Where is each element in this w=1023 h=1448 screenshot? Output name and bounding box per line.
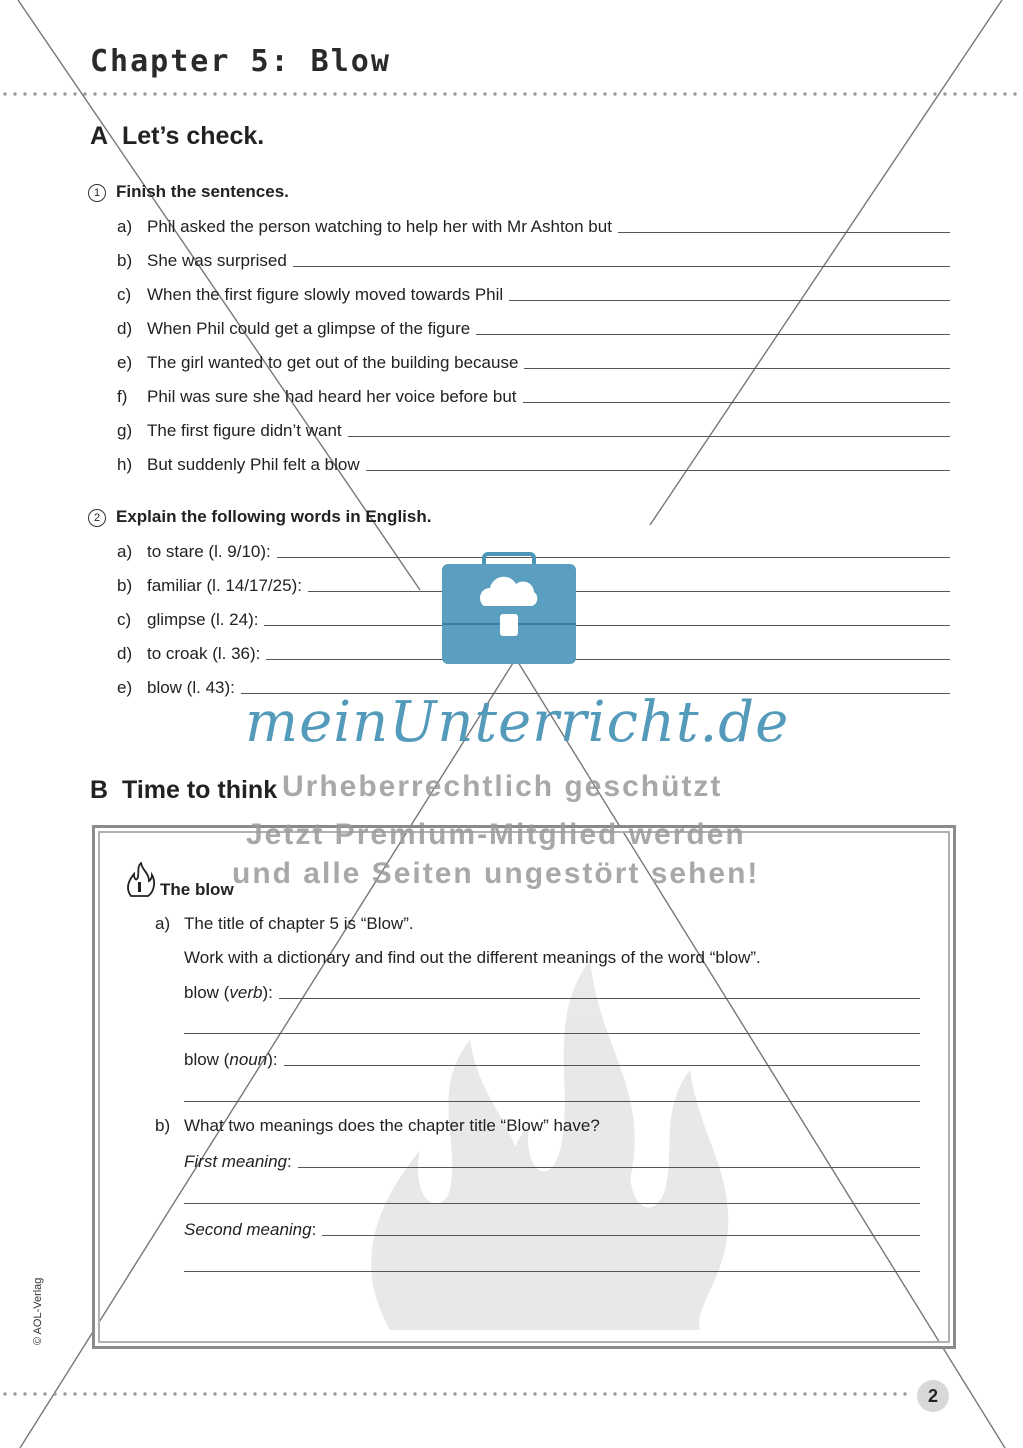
sentence-row-b[interactable] (117, 247, 950, 271)
word-label: b) (117, 576, 133, 595)
sentence-label: a) (117, 217, 133, 236)
word-label: e) (117, 678, 133, 697)
answer-line[interactable] (279, 998, 920, 999)
sentence-label: e) (117, 353, 133, 372)
verb-label (184, 983, 279, 1003)
task-1-number: 1 (88, 184, 106, 202)
task-1-title: Finish the sentences. (116, 182, 289, 201)
sentence-label: d) (117, 319, 133, 338)
answer-line[interactable] (277, 557, 950, 558)
section-a-heading (90, 122, 264, 151)
sentence-text: When the first figure slowly moved towards Phil (147, 285, 504, 304)
answer-line[interactable] (266, 659, 950, 660)
answer-line[interactable] (322, 1235, 920, 1236)
second-meaning-word: Second meaning (184, 1220, 312, 1239)
verb-answer-row[interactable] (184, 979, 920, 1003)
answer-line[interactable] (524, 368, 950, 369)
sentence-row-f[interactable] (117, 383, 950, 407)
sentence-text: Phil asked the person watching to help her with Mr Ashton but (147, 217, 612, 236)
word-label: d) (117, 644, 133, 663)
watermark-unlock-line: und alle Seiten ungestört sehen! (232, 857, 760, 890)
word-text: familiar (l. 14/17/25): (147, 576, 302, 595)
sentence-row-e[interactable] (117, 349, 950, 373)
sentence-row-g[interactable] (117, 417, 950, 441)
section-a-letter: A (90, 122, 109, 150)
word-text: glimpse (l. 24): (147, 610, 259, 629)
answer-line[interactable] (618, 232, 950, 233)
task-b-a-label: a) (155, 914, 171, 933)
header-divider (0, 92, 1023, 96)
section-a-title: Let’s check. (122, 122, 265, 150)
verb-suffix: ): (262, 983, 273, 1002)
second-meaning-row[interactable] (184, 1216, 920, 1240)
answer-line[interactable] (293, 266, 950, 267)
sentence-text: She was surprised (147, 251, 287, 270)
answer-line[interactable] (264, 625, 950, 626)
flame-icon (125, 862, 155, 898)
first-meaning-word: First meaning (184, 1152, 287, 1171)
briefcase-cloud-icon (440, 552, 578, 666)
answer-line[interactable] (366, 470, 950, 471)
sentence-label: h) (117, 455, 133, 474)
word-text: to stare (l. 9/10): (147, 542, 271, 561)
second-meaning-extra-line[interactable] (184, 1271, 920, 1272)
section-b-heading (90, 776, 277, 805)
sentence-label: f) (117, 387, 128, 406)
sentence-label: b) (117, 251, 133, 270)
first-meaning-colon: : (286, 1152, 292, 1171)
task-b-b-label: b) (155, 1116, 171, 1135)
sentence-text: The first figure didn’t want (147, 421, 342, 440)
answer-line[interactable] (476, 334, 950, 335)
answer-line[interactable] (284, 1065, 920, 1066)
first-meaning-extra-line[interactable] (184, 1203, 920, 1204)
second-meaning-label (184, 1220, 322, 1240)
word-label: c) (117, 610, 132, 629)
verb-word: verb (229, 983, 263, 1002)
footer-divider (0, 1392, 910, 1396)
noun-answer-row[interactable] (184, 1046, 920, 1070)
sentence-row-h[interactable] (117, 451, 950, 475)
sentence-row-d[interactable] (117, 315, 950, 339)
first-meaning-label (184, 1152, 298, 1172)
noun-word: noun (229, 1050, 268, 1069)
noun-suffix: ): (267, 1050, 278, 1069)
task-2-number: 2 (88, 509, 106, 527)
watermark-brand: meinUnterricht.de (245, 690, 790, 755)
page-number: 2 (917, 1380, 949, 1412)
sentence-row-a[interactable] (117, 213, 950, 237)
watermark-premium-line: Jetzt Premium-Mitglied werden (246, 818, 746, 851)
box-title: The blow (160, 880, 234, 899)
sentence-text: Phil was sure she had heard her voice before but (147, 387, 517, 406)
answer-line[interactable] (348, 436, 950, 437)
watermark-copyright-line: Urheberrechtlich geschützt (282, 770, 723, 803)
task-1-heading (88, 182, 289, 202)
verb-prefix: blow ( (184, 983, 230, 1002)
copyright-notice: © AOL-Verlag (32, 1277, 44, 1345)
noun-prefix: blow ( (184, 1050, 230, 1069)
task-2-title: Explain the following words in English. (116, 507, 432, 526)
answer-line[interactable] (523, 402, 950, 403)
section-b-title: Time to think (122, 776, 278, 804)
sentence-label: c) (117, 285, 132, 304)
sentence-text: The girl wanted to get out of the building because (147, 353, 519, 372)
task-1-list (117, 213, 950, 475)
word-label: a) (117, 542, 133, 561)
first-meaning-row[interactable] (184, 1148, 920, 1172)
answer-line[interactable] (308, 591, 950, 592)
task-2-heading (88, 507, 431, 527)
task-b-a-instruction: Work with a dictionary and find out the different meanings of the word “blow”. (184, 948, 761, 967)
noun-label (184, 1050, 284, 1070)
noun-extra-line[interactable] (184, 1101, 920, 1102)
task-b-b-text: What two meanings does the chapter title “Blow” have? (184, 1116, 600, 1135)
second-meaning-colon: : (311, 1220, 317, 1239)
task-b-a-text: The title of chapter 5 is “Blow”. (184, 914, 414, 933)
sentence-label: g) (117, 421, 133, 440)
answer-line[interactable] (298, 1167, 920, 1168)
section-b-letter: B (90, 776, 109, 804)
word-text: blow (l. 43): (147, 678, 235, 697)
answer-line[interactable] (509, 300, 950, 301)
chapter-title: Chapter 5: Blow (90, 44, 391, 79)
sentence-row-c[interactable] (117, 281, 950, 305)
sentence-text: But suddenly Phil felt a blow (147, 455, 360, 474)
verb-extra-line[interactable] (184, 1033, 920, 1034)
word-text: to croak (l. 36): (147, 644, 261, 663)
sentence-text: When Phil could get a glimpse of the figure (147, 319, 471, 338)
